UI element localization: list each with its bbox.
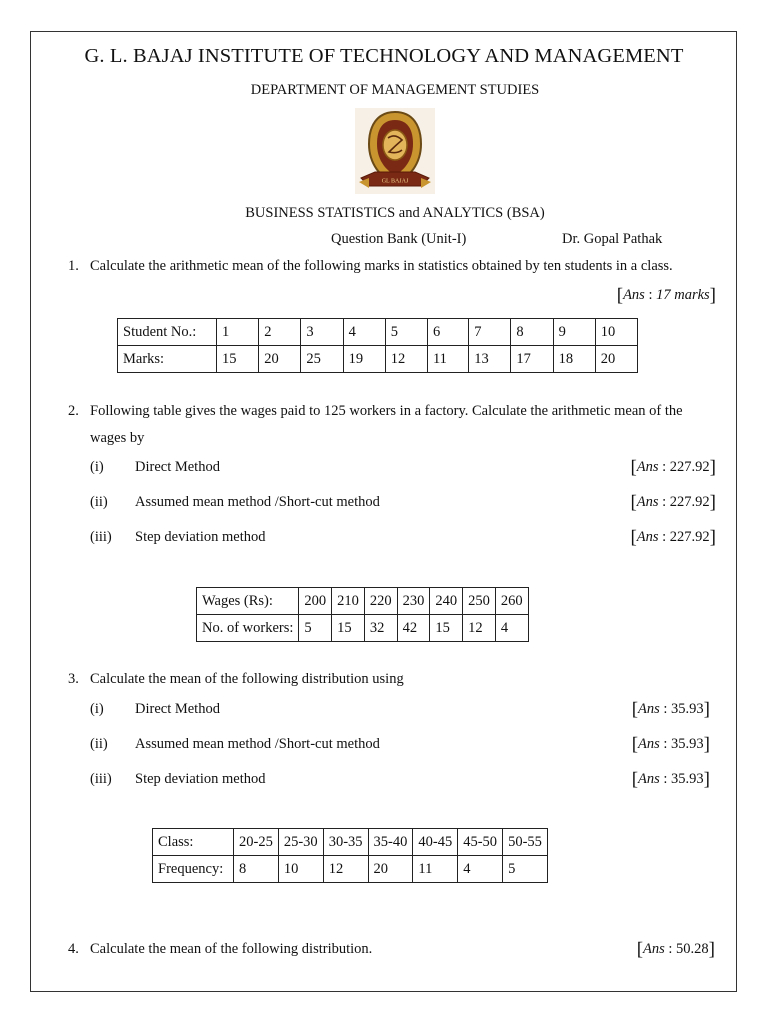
q3-number: 3.: [68, 671, 79, 687]
table-cell: 2: [259, 319, 301, 346]
q3-answer: [Ans : 35.93]: [631, 769, 710, 790]
q3-method-num: (i): [90, 701, 104, 717]
q1-answer-value: 17 marks: [656, 287, 710, 303]
row-label: Wages (Rs):: [197, 588, 299, 615]
table-row: [197, 588, 529, 615]
q2-answer-value: 227.92: [669, 529, 710, 545]
row-label: Class:: [153, 829, 234, 856]
class-frequency-table: [152, 828, 548, 883]
table-cell: 30-35: [323, 829, 368, 856]
q3-method-label: Direct Method: [135, 701, 220, 717]
table-row: [153, 856, 548, 883]
table-cell: 6: [427, 319, 468, 346]
table-row: [118, 346, 638, 373]
q1-number: 1.: [68, 258, 79, 274]
table-row: [197, 615, 529, 642]
wages-table: [196, 587, 529, 642]
q2-answer-value: 227.92: [669, 494, 710, 510]
institute-logo: [355, 108, 435, 194]
table-row: [153, 829, 548, 856]
table-cell: 230: [397, 588, 430, 615]
q2-method-label: Step deviation method: [135, 529, 266, 545]
marks-table: [117, 318, 638, 373]
q2-method-label: Direct Method: [135, 459, 220, 475]
q2-method-label: Assumed mean method /Short-cut method: [135, 494, 380, 510]
table-cell: 12: [463, 615, 496, 642]
table-cell: 35-40: [368, 829, 413, 856]
table-cell: 25-30: [278, 829, 323, 856]
q3-answer: [Ans : 35.93]: [631, 734, 710, 755]
q2-text-line2: wages by: [90, 430, 145, 446]
q4-text: Calculate the mean of the following distribution.: [90, 941, 373, 957]
table-cell: 5: [299, 615, 332, 642]
table-cell: 5: [385, 319, 427, 346]
q2-method-num: (i): [90, 459, 104, 475]
table-cell: 220: [364, 588, 397, 615]
table-cell: 20-25: [234, 829, 279, 856]
table-cell: 210: [332, 588, 365, 615]
table-cell: 20: [259, 346, 301, 373]
q2-text-line1: Following table gives the wages paid to 125 workers in a factory. Calculate the arithmetic mean of the: [90, 403, 683, 419]
q1-text: Calculate the arithmetic mean of the following marks in statistics obtained by ten students in a class.: [90, 258, 673, 274]
q3-method-num: (ii): [90, 736, 108, 752]
table-cell: 8: [511, 319, 553, 346]
table-cell: 20: [368, 856, 413, 883]
q3-method-num: (iii): [90, 771, 112, 787]
q4-answer-value: 50.28: [676, 941, 709, 957]
table-cell: 42: [397, 615, 430, 642]
ans-label: Ans: [623, 287, 645, 303]
q3-method-label: Assumed mean method /Short-cut method: [135, 736, 380, 752]
institute-title: G. L. BAJAJ INSTITUTE OF TECHNOLOGY AND MANAGEMENT: [84, 45, 684, 67]
table-row: [118, 319, 638, 346]
table-cell: 11: [413, 856, 458, 883]
table-cell: 200: [299, 588, 332, 615]
table-cell: 4: [458, 856, 503, 883]
table-cell: 32: [364, 615, 397, 642]
q2-answer: [Ans : 227.92]: [630, 492, 716, 513]
q3-answer-value: 35.93: [671, 736, 704, 752]
table-cell: 19: [343, 346, 385, 373]
table-cell: 15: [430, 615, 463, 642]
table-cell: 45-50: [458, 829, 503, 856]
row-label: No. of workers:: [197, 615, 299, 642]
q3-method-label: Step deviation method: [135, 771, 266, 787]
table-cell: 250: [463, 588, 496, 615]
row-label: Student No.:: [118, 319, 217, 346]
table-cell: 4: [495, 615, 528, 642]
table-cell: 1: [217, 319, 259, 346]
q2-answer: [Ans : 227.92]: [630, 527, 716, 548]
q2-method-num: (iii): [90, 529, 112, 545]
table-cell: 12: [385, 346, 427, 373]
q3-answer-value: 35.93: [671, 771, 704, 787]
table-cell: 4: [343, 319, 385, 346]
table-cell: 25: [301, 346, 343, 373]
author-name: Dr. Gopal Pathak: [562, 231, 663, 247]
q1-answer: [Ans : 17 marks]: [616, 285, 716, 306]
q2-answer: [Ans : 227.92]: [630, 457, 716, 478]
table-cell: 15: [217, 346, 259, 373]
q2-answer-value: 227.92: [669, 459, 710, 475]
question-bank-label: Question Bank (Unit-I): [331, 231, 467, 247]
table-cell: 50-55: [503, 829, 548, 856]
course-title: BUSINESS STATISTICS and ANALYTICS (BSA): [245, 205, 545, 221]
row-label: Frequency:: [153, 856, 234, 883]
q3-answer-value: 35.93: [671, 701, 704, 717]
table-cell: 18: [553, 346, 595, 373]
table-cell: 260: [495, 588, 528, 615]
q3-answer: [Ans : 35.93]: [631, 699, 710, 720]
table-cell: 8: [234, 856, 279, 883]
table-cell: 7: [469, 319, 511, 346]
q4-number: 4.: [68, 941, 79, 957]
table-cell: 3: [301, 319, 343, 346]
department-title: DEPARTMENT OF MANAGEMENT STUDIES: [250, 82, 540, 98]
table-cell: 11: [427, 346, 468, 373]
q2-number: 2.: [68, 403, 79, 419]
table-cell: 12: [323, 856, 368, 883]
table-cell: 20: [595, 346, 637, 373]
table-cell: 17: [511, 346, 553, 373]
row-label: Marks:: [118, 346, 217, 373]
table-cell: 5: [503, 856, 548, 883]
table-cell: 9: [553, 319, 595, 346]
table-cell: 15: [332, 615, 365, 642]
q3-text: Calculate the mean of the following distribution using: [90, 671, 404, 687]
q2-method-num: (ii): [90, 494, 108, 510]
table-cell: 240: [430, 588, 463, 615]
q4-answer: [Ans : 50.28]: [636, 939, 715, 960]
table-cell: 13: [469, 346, 511, 373]
table-cell: 10: [278, 856, 323, 883]
table-cell: 40-45: [413, 829, 458, 856]
table-cell: 10: [595, 319, 637, 346]
logo-banner-text: GL BAJAJ: [381, 178, 409, 185]
